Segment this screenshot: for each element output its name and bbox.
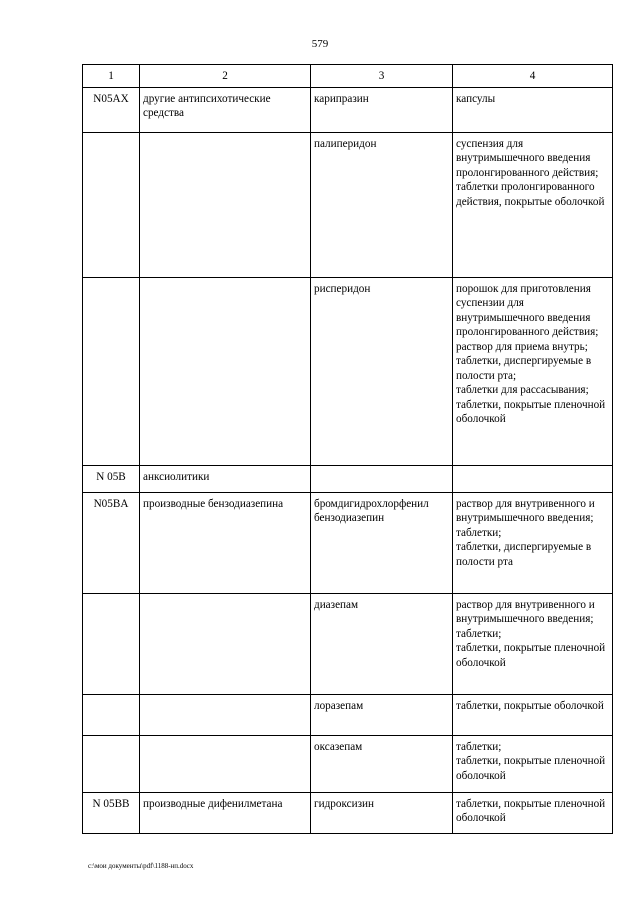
column-header-3: 3 <box>311 65 453 88</box>
atc-code-cell <box>83 132 140 277</box>
group-cell: производные дифенилметана <box>140 792 311 833</box>
drug-cell: гидроксизин <box>311 792 453 833</box>
atc-code-cell <box>83 593 140 694</box>
drug-table <box>82 64 613 834</box>
atc-code-cell: N 05BB <box>83 792 140 833</box>
table-row <box>83 492 613 593</box>
dosage-forms-cell: таблетки, покрытые пленочной оболочкой <box>453 792 613 833</box>
table-row <box>83 735 613 792</box>
atc-code-cell: N05AX <box>83 87 140 132</box>
drug-cell <box>311 465 453 492</box>
page-number: 579 <box>311 38 329 50</box>
group-cell <box>140 277 311 465</box>
atc-code-cell <box>83 694 140 735</box>
drug-cell: лоразепам <box>311 694 453 735</box>
table-row <box>83 277 613 465</box>
dosage-forms-cell: порошок для приготовления суспензии для внутримышечного введения пролонгированного действия; раствор для приема внутрь; таблетки, диспергируемые в полости рта; таблетки для рассасывания; таблетки, покрытые пленочной оболочкой <box>453 277 613 465</box>
dosage-forms-cell: таблетки; таблетки, покрытые пленочной оболочкой <box>453 735 613 792</box>
group-cell: другие антипсихотические средства <box>140 87 311 132</box>
drug-cell: рисперидон <box>311 277 453 465</box>
dosage-forms-cell: суспензия для внутримышечного введения пролонгированного действия; таблетки пролонгированного действия, покрытые оболочкой <box>453 132 613 277</box>
atc-code-cell: N05BA <box>83 492 140 593</box>
dosage-forms-cell <box>453 465 613 492</box>
atc-code-cell <box>83 277 140 465</box>
drug-cell: оксазепам <box>311 735 453 792</box>
table-row <box>83 132 613 277</box>
table-header-row <box>83 65 613 88</box>
drug-cell: палиперидон <box>311 132 453 277</box>
group-cell: производные бензодиазепина <box>140 492 311 593</box>
column-header-2: 2 <box>140 65 311 88</box>
atc-code-cell: N 05B <box>83 465 140 492</box>
table-row <box>83 694 613 735</box>
group-cell <box>140 132 311 277</box>
drug-cell: бромдигидрохлорфенил бензодиазепин <box>311 492 453 593</box>
dosage-forms-cell: таблетки, покрытые оболочкой <box>453 694 613 735</box>
group-cell <box>140 593 311 694</box>
drug-cell: карипразин <box>311 87 453 132</box>
table-row <box>83 792 613 833</box>
dosage-forms-cell: раствор для внутривенного и внутримышечного введения; таблетки; таблетки, диспергируемые в полости рта <box>453 492 613 593</box>
column-header-1: 1 <box>83 65 140 88</box>
group-cell <box>140 694 311 735</box>
table-row <box>83 87 613 132</box>
group-cell <box>140 735 311 792</box>
table-row <box>83 593 613 694</box>
footer-file-path: c:\мои документы\pdf\1188-нп.docx <box>88 862 194 870</box>
dosage-forms-cell: раствор для внутривенного и внутримышечного введения; таблетки; таблетки, покрытые пленочной оболочкой <box>453 593 613 694</box>
group-cell: анксиолитики <box>140 465 311 492</box>
table-row <box>83 465 613 492</box>
dosage-forms-cell: капсулы <box>453 87 613 132</box>
atc-code-cell <box>83 735 140 792</box>
column-header-4: 4 <box>453 65 613 88</box>
drug-cell: диазепам <box>311 593 453 694</box>
